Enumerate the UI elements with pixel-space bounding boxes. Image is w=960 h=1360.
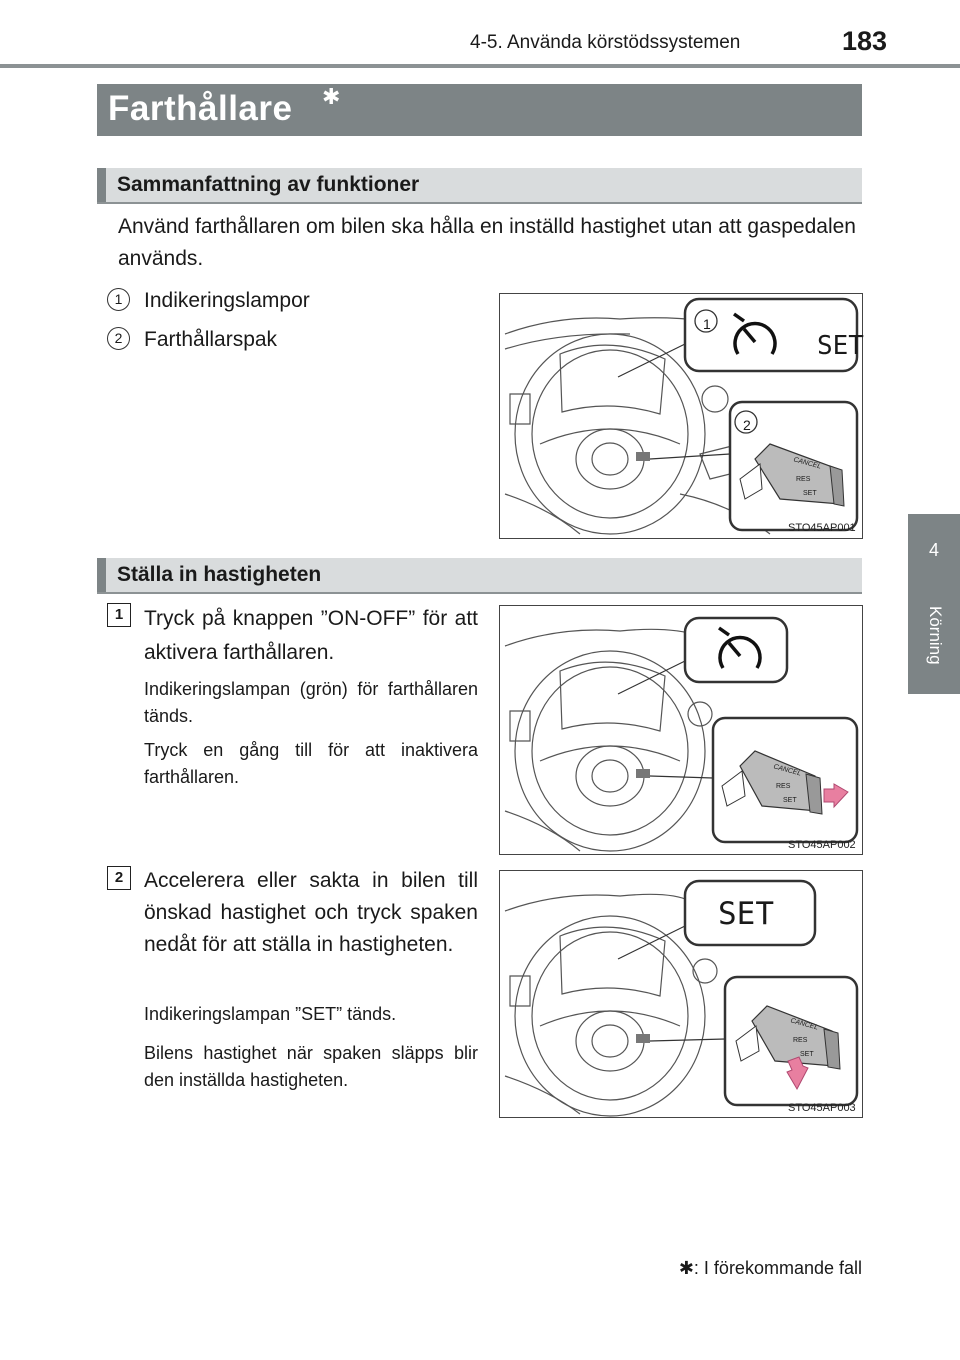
step-note: Indikeringslampan ”SET” tänds. (144, 1004, 397, 1024)
lever-set-label: SET (803, 490, 817, 497)
page-title: Farthållare (108, 89, 293, 128)
figure-code: STO45AP002 (788, 839, 856, 851)
item-label: Indikeringslampor (144, 289, 310, 312)
lever-cancel-label: CANCEL (792, 456, 822, 471)
section-header-summary (97, 168, 862, 204)
item-label: Farthållarspak (144, 328, 278, 351)
item-number-circle: 1 (107, 288, 130, 311)
header-rule (0, 64, 960, 68)
callout-1-number: 1 (703, 316, 711, 332)
callout-2-number: 2 (743, 417, 751, 433)
figure-code: STO45AP001 (788, 522, 856, 534)
cockpit-illustration (500, 294, 862, 538)
figure-set-lever-down (499, 870, 863, 1118)
page-number: 183 (842, 26, 888, 56)
footnote-asterisk: ✱ (678, 1258, 694, 1278)
set-indicator-label: SET (718, 896, 774, 932)
step-note: Bilens hastighet när spaken släpps blir den inställda hastigheten. (144, 1043, 478, 1090)
running-header-section: 4-5. Använda körstödssystemen (470, 32, 741, 53)
footnote-text: : I förekommande fall (693, 1258, 862, 1278)
lever-set-label: SET (783, 797, 797, 804)
chapter-label: Körning (926, 606, 945, 665)
step-note: Indikeringslampan (grön) för farthållaren tänds. (144, 679, 478, 726)
figure-on-off-button (499, 605, 863, 855)
section-title: Sammanfattning av funktioner (117, 173, 420, 196)
title-asterisk: ✱ (322, 84, 341, 109)
section-header-set-speed (97, 558, 862, 594)
step-number-box: 1 (107, 603, 131, 627)
lever-res-label: RES (796, 476, 811, 483)
chapter-number: 4 (928, 540, 939, 560)
cockpit-illustration (500, 606, 862, 854)
lever-res-label: RES (776, 783, 791, 790)
summary-intro: Använd farthållaren om bilen ska hålla en inställd hastighet utan att gaspedalen används. (118, 215, 856, 270)
lever-set-label: SET (800, 1051, 814, 1058)
step-note: Tryck en gång till för att inaktivera farthållaren. (144, 740, 478, 787)
cockpit-illustration (500, 871, 862, 1117)
lever-res-label: RES (793, 1037, 808, 1044)
section-title: Ställa in hastigheten (117, 563, 322, 586)
figure-code: STO45AP003 (788, 1102, 856, 1114)
lever-cancel-label: CANCEL (772, 763, 802, 778)
step-text: Accelerera eller sakta in bilen till önskad hastighet och tryck spaken nedåt för att ställa in hastigheten. (144, 869, 478, 956)
step-number-box: 2 (107, 866, 131, 890)
item-number-circle: 2 (107, 327, 130, 350)
step-text: Tryck på knappen ”ON-OFF” för att aktivera farthållaren. (144, 607, 478, 664)
lever-cancel-label: CANCEL (789, 1017, 819, 1032)
set-indicator-label: SET (817, 331, 864, 361)
figure-cockpit-overview (499, 293, 863, 539)
footnote (600, 1258, 862, 1279)
